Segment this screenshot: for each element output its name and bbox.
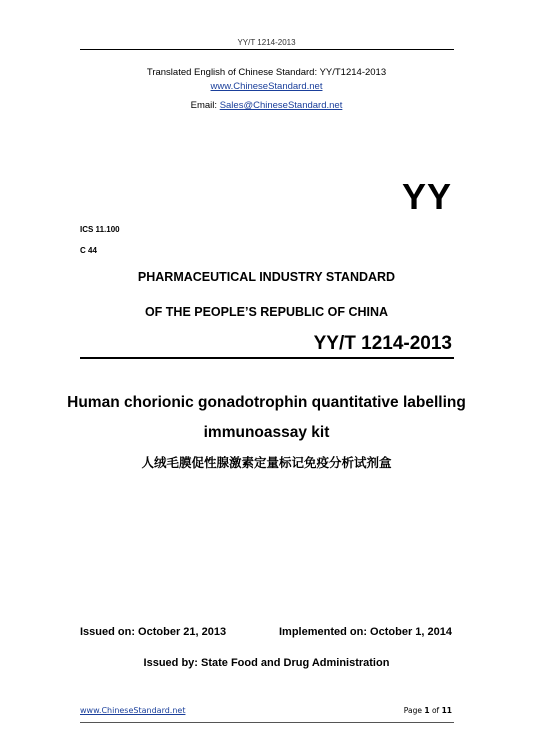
issuer-line-1: PHARMACEUTICAL INDUSTRY STANDARD: [137, 270, 396, 284]
standard-prefix: YY: [401, 176, 452, 217]
footer-website-link[interactable]: www.ChineseStandard.net: [80, 706, 186, 715]
translation-notice: Translated English of Chinese Standard: YY/T1214-2013: [146, 67, 387, 78]
title-cn: 人绒毛膜促性腺激素定量标记免疫分析试剂盒: [141, 455, 392, 470]
email-link[interactable]: Sales@ChineseStandard.net: [219, 100, 343, 111]
page-total: 11: [441, 706, 452, 715]
ics-code: ICS 11.100: [80, 225, 120, 234]
running-header: YY/T 1214-2013: [237, 38, 296, 47]
email-label: Email:: [190, 100, 220, 111]
ccs-code: C 44: [80, 246, 97, 255]
page-current: 1: [424, 706, 430, 715]
footer-website: [80, 706, 185, 715]
page-label: Page: [403, 706, 425, 715]
title-divider: [80, 357, 454, 359]
title-en-line-2: immunoassay kit: [203, 424, 330, 441]
issued-on-date: Issued on: October 21, 2013: [80, 626, 227, 638]
website-link[interactable]: www.ChineseStandard.net: [210, 81, 323, 92]
implemented-on-date: Implemented on: October 1, 2014: [279, 626, 452, 638]
issuer-line-2: OF THE PEOPLE’S REPUBLIC OF CHINA: [144, 305, 389, 319]
issued-by: Issued by: State Food and Drug Administration: [143, 657, 390, 669]
page-indicator: [404, 706, 452, 715]
header-divider: [80, 49, 454, 50]
page-of: of: [429, 706, 442, 715]
standard-number: YY/T 1214-2013: [313, 333, 452, 354]
title-en-line-1: Human chorionic gonadotrophin quantitative labelling: [67, 394, 466, 411]
website-line: [0, 81, 533, 92]
email-line: [0, 100, 533, 111]
footer-divider: [80, 722, 454, 723]
